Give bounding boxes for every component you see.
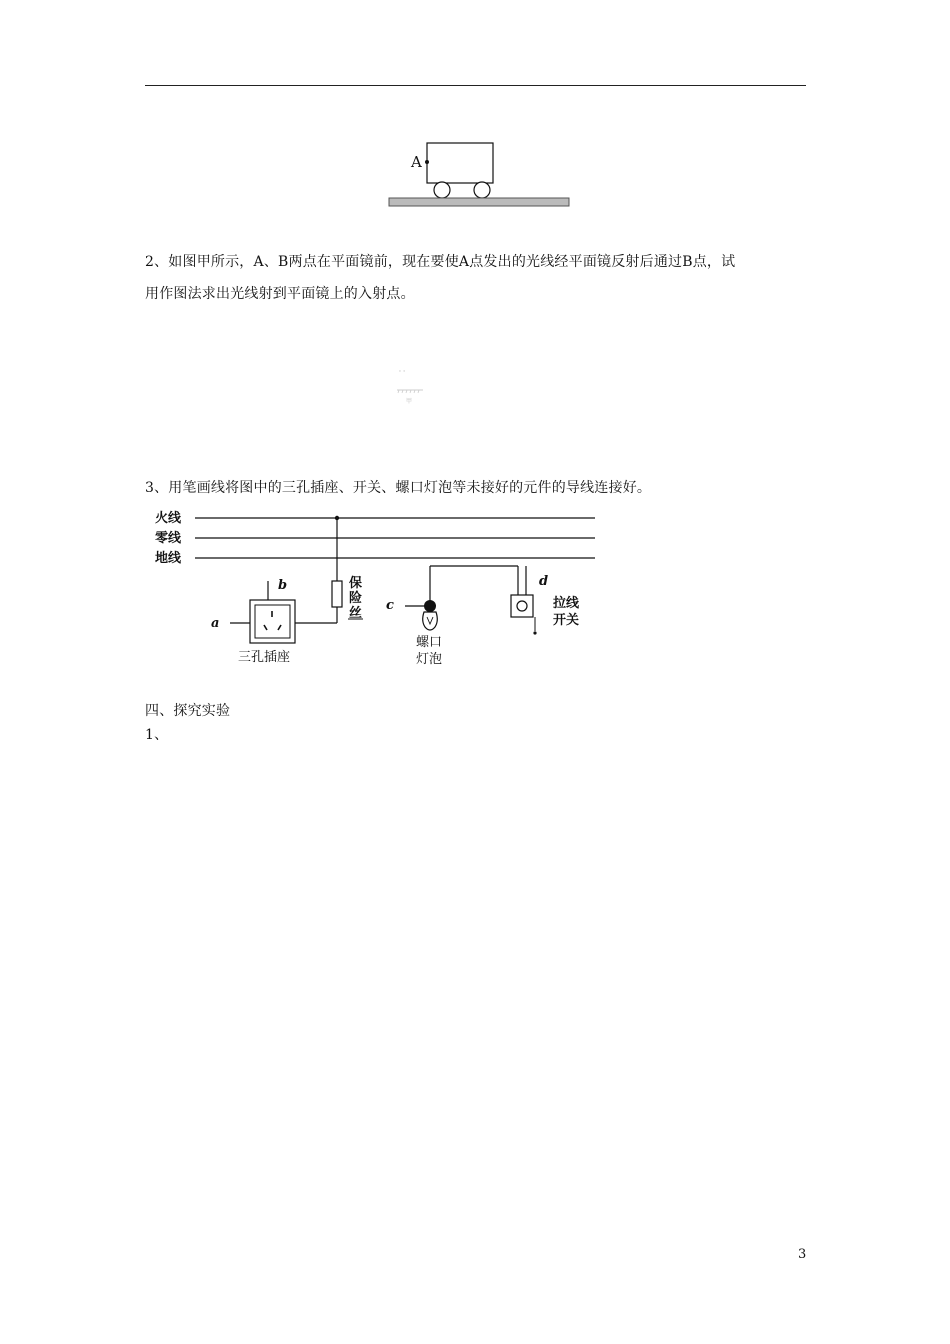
point-b-label: b	[278, 578, 288, 593]
point-a-dot	[425, 160, 429, 164]
question-2-line1: 2、如图甲所示，A、B两点在平面镜前，现在要使A点发出的光线经平面镜反射后通过B点，试	[145, 254, 736, 270]
switch-label-1: 拉线	[553, 596, 580, 611]
circuit-figure	[145, 503, 605, 673]
point-d-label: d	[539, 574, 549, 589]
point-a-label: a	[211, 616, 220, 631]
bulb-label-1: 螺口	[416, 635, 443, 650]
section-4-item-1: 1、	[145, 727, 169, 743]
question-2	[145, 246, 807, 310]
bulb-label-2: 灯泡	[416, 652, 443, 667]
point-a-label: A	[411, 153, 422, 171]
cart-wheel-right	[474, 182, 490, 198]
three-hole-socket	[250, 600, 295, 643]
mirror-points-label: ' '	[399, 369, 406, 377]
header-rule	[145, 85, 806, 86]
live-wire-label: 火线	[155, 511, 182, 526]
pull-switch	[511, 595, 533, 617]
point-c-label: c	[386, 598, 394, 613]
switch-label-2: 开关	[553, 613, 580, 628]
section-4	[145, 695, 807, 751]
ground-wire-label: 地线	[155, 551, 182, 566]
section-4-heading: 四、探究实验	[145, 703, 231, 719]
cart-body	[427, 143, 493, 183]
question-2-line2: 用作图法求出光线射到平面镜上的入射点。	[145, 286, 415, 302]
neutral-wire-label: 零线	[155, 531, 182, 546]
cart-figure	[385, 135, 575, 215]
ground-surface	[389, 198, 569, 206]
bulb-base	[424, 600, 436, 612]
screw-bulb	[423, 612, 438, 630]
fuse-label-3: 丝	[349, 606, 363, 621]
page-number: 3	[798, 1247, 807, 1262]
fuse	[332, 581, 342, 607]
fuse-label-2: 险	[349, 591, 363, 606]
question-3: 3、用笔画线将图中的三孔插座、开关、螺口灯泡等未接好的元件的导线连接好。	[145, 480, 652, 496]
mirror-figure	[393, 366, 429, 406]
fuse-label-1: 保	[349, 576, 363, 591]
mirror-figure-caption: 甲	[406, 398, 413, 405]
socket-label: 三孔插座	[238, 650, 291, 665]
cart-wheel-left	[434, 182, 450, 198]
